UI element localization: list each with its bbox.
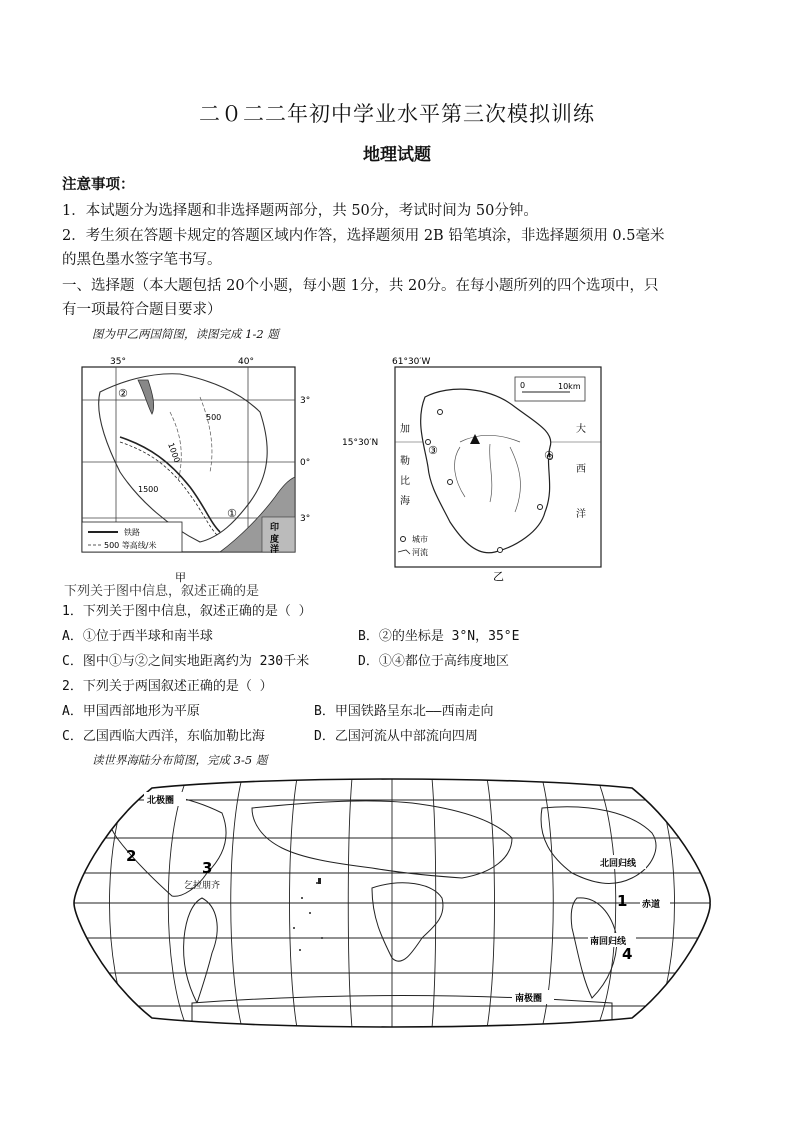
world-map-equator-label: 赤道 xyxy=(642,900,661,910)
world-map-marker-3: 3 xyxy=(202,859,213,877)
notes-item-1: 1．本试题分为选择题和非选择题两部分，共 50分，考试时间为 50分钟。 xyxy=(62,203,538,219)
question-2-option-b: B．甲国铁路呈东北——西南走向 xyxy=(314,704,494,719)
map-b-atlantic-3: 洋 xyxy=(576,509,586,520)
map-b-atlantic-1: 大 xyxy=(576,424,586,435)
map-b-caribbean-4: 海 xyxy=(400,496,410,507)
world-map-antarctic-label: 南极圈 xyxy=(515,994,543,1004)
map-b-label: 乙 xyxy=(493,570,504,583)
question-2-stem: 2．下列关于两国叙述正确的是（ ） xyxy=(62,679,273,694)
map-a-lat-3n: 3° xyxy=(300,396,311,406)
map-a-lon-40: 40° xyxy=(238,357,254,367)
world-map-arctic-label: 北极圈 xyxy=(147,796,175,806)
notes-item-2-line-1: 2．考生须在答题卡规定的答题区域内作答，选择题须用 2B 铅笔填涂，非选择题须用 0.5毫米 xyxy=(62,228,665,244)
map-a-lat-3s: 3° xyxy=(300,514,311,524)
map-b-lon-label: 61°30′W xyxy=(392,357,431,367)
map-b-legend-city: 城市 xyxy=(412,535,428,544)
figure-1-caption: 图为甲乙两国简图，读图完成 1-2 题 xyxy=(92,327,279,341)
map-a-ocean-3: 洋 xyxy=(270,545,280,555)
world-map-place-label: 乞拉朋齐 xyxy=(184,881,221,891)
map-a-label: 甲 xyxy=(175,571,186,584)
map-b-caribbean-2: 勒 xyxy=(400,456,410,467)
question-1-option-d: D．①④都位于高纬度地区 xyxy=(358,654,509,669)
world-map-tropic-cancer-label: 北回归线 xyxy=(600,859,637,869)
map-a-legend-contour: 500 等高线/米 xyxy=(104,541,157,550)
figure-2-caption: 读世界海陆分布简图，完成 3-5 题 xyxy=(92,753,268,767)
map-b-lat-label: 15°30′N xyxy=(342,438,379,448)
map-b-marker-4: ④ xyxy=(544,449,554,462)
question-2-option-a: A．甲国西部地形为平原 xyxy=(62,704,200,719)
world-map-marker-2: 2 xyxy=(126,847,137,865)
map-b-caribbean-1: 加 xyxy=(400,424,410,435)
notes-heading: 注意事项： xyxy=(62,177,135,193)
figure-1-cut-text: 下列关于图中信息，叙述正确的是 xyxy=(64,584,260,599)
map-a-ocean-1: 印 xyxy=(270,523,280,533)
world-map xyxy=(72,778,712,1028)
map-a-legend-railway: 铁路 xyxy=(124,528,140,537)
question-1-option-a: A．①位于西半球和南半球 xyxy=(62,629,213,644)
section-1-heading-line-1: 一、选择题（本大题包括 20个小题，每小题 1分，共 20分。在每小题所列的四个选项中，只 xyxy=(62,278,659,294)
map-b-scale-10: 10km xyxy=(558,382,581,391)
question-1-stem: 1．下列关于图中信息，叙述正确的是（ ） xyxy=(62,604,312,619)
map-b-marker-3: ③ xyxy=(428,444,438,457)
question-1-option-c: C．图中①与②之间实地距离约为 230千米 xyxy=(62,654,310,669)
world-map-marker-1: 1 xyxy=(617,892,628,910)
map-a-contour-1500: 1500 xyxy=(138,485,159,494)
map-a-ocean-2: 度 xyxy=(270,535,280,545)
map-b-scale-0: 0 xyxy=(520,381,526,390)
map-a-contour-500: 500 xyxy=(206,413,222,422)
map-a-lon-35: 35° xyxy=(110,357,126,367)
exam-title: 二０二二年初中学业水平第三次模拟训练 xyxy=(199,102,595,126)
world-map-marker-4: 4 xyxy=(622,945,633,963)
question-1-option-b: B．②的坐标是 3°N，35°E xyxy=(358,629,520,644)
map-a-contour-1000: 1000 xyxy=(166,441,182,464)
map-b-atlantic-2: 西 xyxy=(576,464,586,475)
map-b-caribbean-3: 比 xyxy=(400,476,410,487)
world-map-tropic-capricorn-label: 南回归线 xyxy=(590,937,627,947)
map-a-marker-1: ① xyxy=(227,507,237,520)
map-b-legend-river: 河流 xyxy=(412,548,428,557)
section-1-heading-line-2: 有一项最符合题目要求） xyxy=(62,302,222,318)
exam-subject: 地理试题 xyxy=(363,145,431,165)
question-2-option-c: C．乙国西临大西洋，东临加勒比海 xyxy=(62,729,265,744)
notes-item-2-line-2: 的黑色墨水签字笔书写。 xyxy=(62,252,222,268)
map-country-b xyxy=(340,352,605,584)
question-2-option-d: D．乙国河流从中部流向四周 xyxy=(314,729,478,744)
map-a-lat-0: 0° xyxy=(300,458,311,468)
map-a-marker-2: ② xyxy=(118,387,128,400)
